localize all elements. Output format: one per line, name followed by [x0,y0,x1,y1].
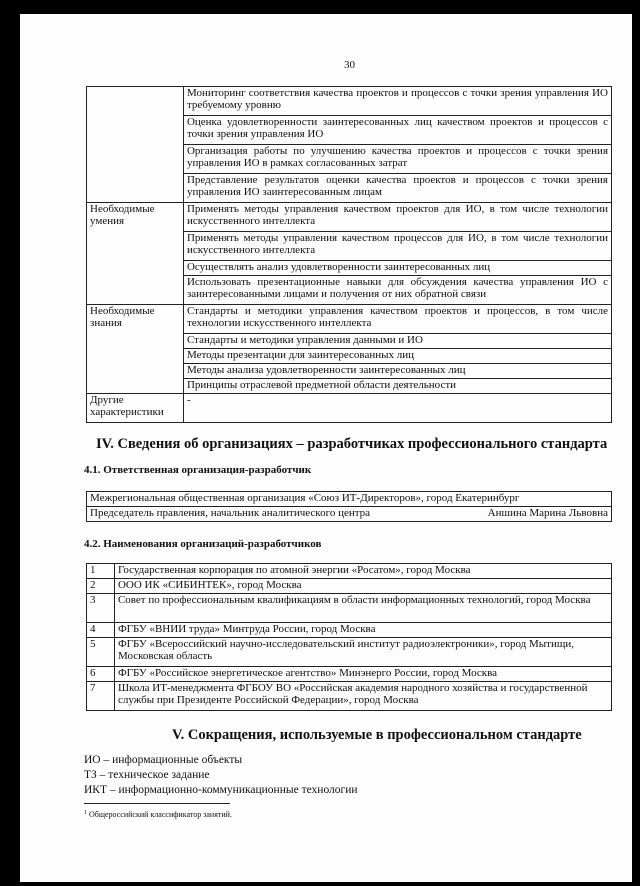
table-cell: Мониторинг соответствия качества проектов и процессов с точки зрения управления ИО требуемому уровню [183,87,611,116]
table-cell: Оценка удовлетворенности заинтересованных лиц качеством проектов и процессов с точки зрения управления ИО [183,116,611,145]
org-number: 4 [87,623,115,638]
org-name: Межрегиональная общественная организация «Союз ИТ-Директоров», город Екатеринбург [87,492,612,507]
person-name: Аншина Марина Львовна [450,507,611,522]
org-number: 1 [87,564,115,579]
org-item: ФГБУ «Российское энергетическое агентство» Минэнерго России, город Москва [114,667,611,682]
responsible-org-table [86,491,612,522]
org-item: ООО ИК «СИБИНТЕК», город Москва [114,579,611,594]
page-number: 30 [344,59,355,71]
org-item: Государственная корпорация по атомной энергии «Росатом», город Москва [114,564,611,579]
person-role: Председатель правления, начальник аналитического центра [87,507,451,522]
abbreviation-item: ИКТ – информационно-коммуникационные технологии [84,784,358,796]
section-5-title: V. Сокращения, используемые в профессиональном стандарте [172,727,582,743]
org-item: Совет по профессиональным квалификациям в области информационных технологий, город Москва [114,594,611,623]
row-label: Необходимые умения [87,203,184,305]
section-4-title: IV. Сведения об организациях – разработчиках профессионального стандарта [96,436,608,452]
org-item: ФГБУ «Всероссийский научно-исследовательский институт радиоэлектроники», город Мытищи, Московская область [114,638,611,667]
table-cell: Применять методы управления качеством проектов для ИО, в том числе технологии искусственного интеллекта [183,203,611,232]
developer-orgs-table [86,563,612,711]
table-cell: Принципы отраслевой предметной области деятельности [183,379,611,394]
table-cell: Применять методы управления качеством процессов для ИО, в том числе технологии искусственного интеллекта [183,232,611,261]
abbreviation-item: ТЗ – техническое задание [84,769,210,781]
table-cell: Стандарты и методики управления качеством проектов и процессов, в том числе технологии искусственного интеллекта [183,305,611,334]
org-number: 5 [87,638,115,667]
org-number: 6 [87,667,115,682]
table-cell: - [183,394,611,423]
footnote-mark: 1 [84,810,87,816]
table-cell: Методы анализа удовлетворенности заинтересованных лиц [183,364,611,379]
section-4-1-title: 4.1. Ответственная организация-разработчик [84,464,312,476]
org-number: 7 [87,682,115,711]
row-label [87,87,184,203]
table-cell: Организация работы по улучшению качества проектов и процессов с точки зрения управления ИО в рамках согласованных затрат [183,145,611,174]
table-cell: Осуществлять анализ удовлетворенности заинтересованных лиц [183,261,611,276]
table-cell: Стандарты и методики управления данными и ИО [183,334,611,349]
section-4-2-title: 4.2. Наименования организаций-разработчиков [84,538,322,550]
table-cell: Использовать презентационные навыки для обсуждения качества управления ИО с заинтересованными лицами и получения от них обратной связи [183,276,611,305]
row-label: Другие характеристики [87,394,184,423]
org-item: ФГБУ «ВНИИ труда» Минтруда России, город Москва [114,623,611,638]
document-page [20,14,632,882]
row-label: Необходимые знания [87,305,184,394]
org-item: Школа ИТ-менеджмента ФГБОУ ВО «Российская академия народного хозяйства и государственной службы при Президенте Российской Федерации», город Москва [114,682,611,711]
table-cell: Методы презентации для заинтересованных лиц [183,349,611,364]
footnote [84,810,232,819]
footnote-divider [84,803,230,804]
table-cell: Представление результатов оценки качества проектов и процессов с точки зрения управления ИО заинтересованным лицам [183,174,611,203]
competency-table [86,86,612,423]
abbreviation-item: ИО – информационные объекты [84,754,243,766]
org-number: 2 [87,579,115,594]
footnote-text: Общероссийский классификатор занятий. [89,810,232,819]
org-number: 3 [87,594,115,623]
